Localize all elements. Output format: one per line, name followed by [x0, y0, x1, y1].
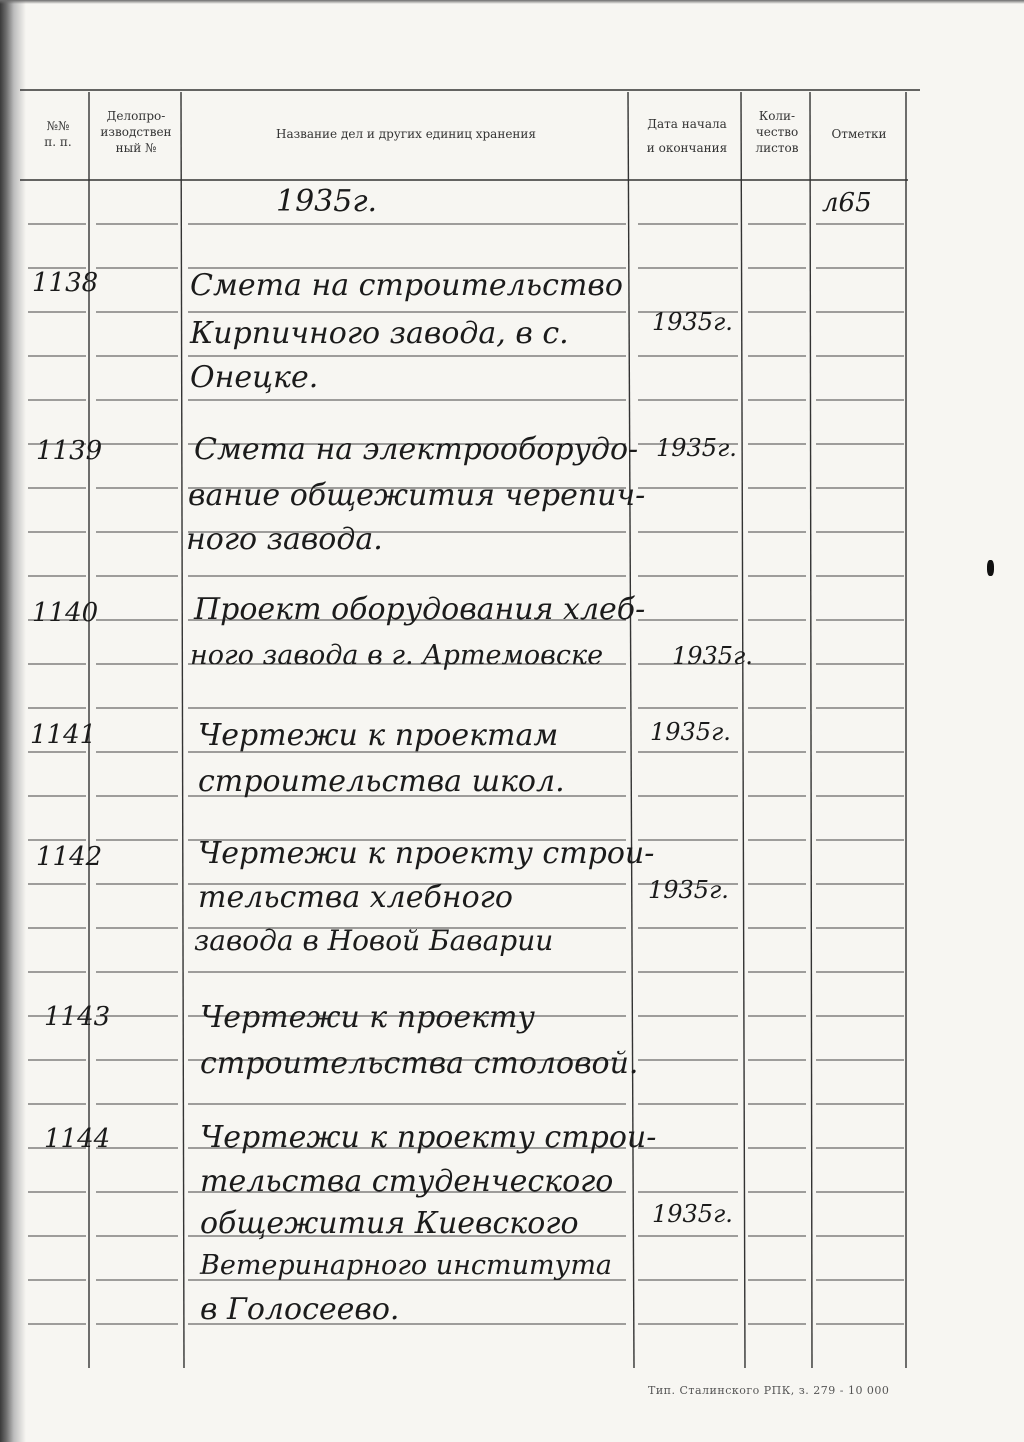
year-heading: 1935г. [276, 184, 378, 219]
entry-title-line: строительства столовой. [200, 1046, 639, 1081]
entry-title-line: Ветеринарного института [200, 1250, 613, 1281]
entry-title-line: тельства студенческого [200, 1164, 614, 1199]
entry-date: 1935г. [648, 876, 729, 904]
entry-title-line: Кирпичного завода, в с. [190, 316, 569, 351]
entry-title-line: Проект оборудования хлеб- [194, 592, 646, 627]
entry-date: 1935г. [652, 1200, 733, 1228]
entry-number: 1142 [36, 842, 103, 872]
header-dates-label: Дата начала и окончания [646, 117, 728, 155]
entry-date: 1935г. [652, 308, 733, 336]
col-divider-4 [741, 92, 745, 1368]
entry-date: 1935г. [650, 718, 731, 746]
header-notes-label: Отметки [831, 127, 887, 141]
printer-imprint: Тип. Сталинского РПК, з. 279 - 10 000 [648, 1384, 890, 1397]
entry-title-line: Чертежи к проектам [198, 718, 559, 753]
entry-date: 1935г. [656, 434, 737, 462]
header-case-label: Делопро- изводствен ный № [100, 109, 172, 155]
entry-number: 1138 [32, 268, 99, 298]
entry-title-line: Смета на строительство [190, 268, 623, 303]
entry-title-line: общежития Киевского [200, 1206, 579, 1241]
entry-title-line: Чертежи к проекту строи- [200, 1120, 657, 1155]
entry-title-line: Чертежи к проекту [200, 1000, 535, 1035]
entry-number: 1143 [44, 1002, 111, 1032]
col-divider-2 [181, 92, 184, 1368]
entry-title-line: тельства хлебного [198, 880, 513, 915]
entry-title-line: строительства школ. [198, 764, 565, 799]
entry-title-line: Онецке. [190, 360, 319, 395]
header-title-label: Название дел и других единиц хранения [275, 127, 536, 141]
entry-title-line: вание общежития черепич- [188, 478, 646, 513]
sheet-mark: л65 [822, 188, 872, 218]
entry-title-line: Смета на электрооборудо- [194, 432, 639, 467]
entry-title-line: в Голосеево. [200, 1292, 400, 1327]
header-sheets-label: Коли- чество листов [755, 109, 799, 155]
margin-ink-mark [987, 560, 994, 576]
entry-date: 1935г. [672, 642, 753, 670]
entry-title-line: завода в Новой Баварии [194, 924, 554, 957]
entry-title-line: ного завода в г. Артемовске [190, 640, 604, 671]
entry-title-line: Чертежи к проекту строи- [198, 836, 655, 871]
col-divider-3 [628, 92, 634, 1368]
entry-number: 1141 [30, 720, 97, 750]
entry-number: 1140 [32, 598, 99, 628]
entry-number: 1139 [36, 436, 103, 466]
entry-number: 1144 [44, 1124, 111, 1154]
col-divider-5 [810, 92, 812, 1368]
entry-title-line: ного завода. [186, 522, 383, 557]
header-number-label: №№ п. п. [44, 119, 72, 149]
